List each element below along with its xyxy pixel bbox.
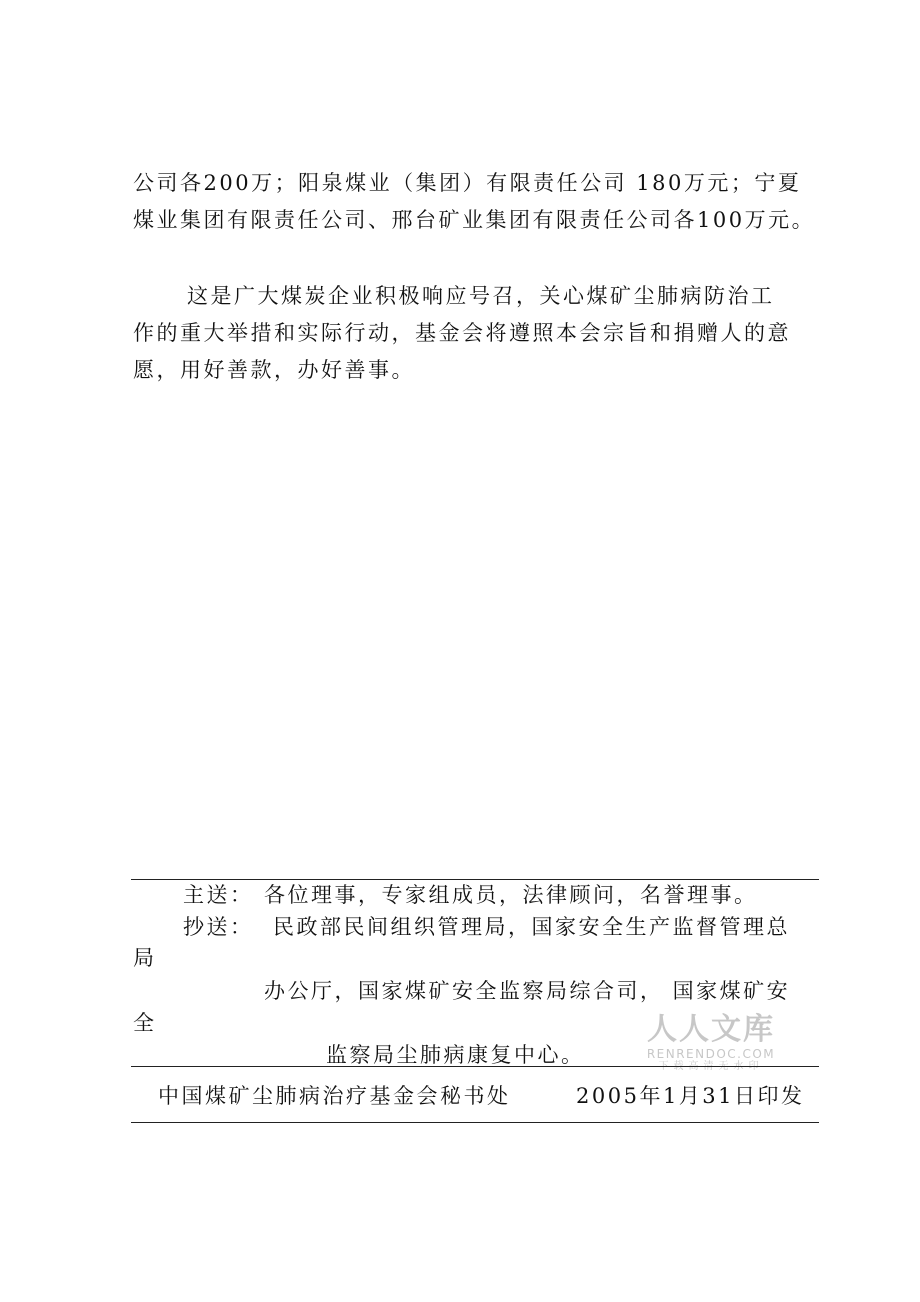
cc-line-2: 局: [133, 946, 157, 970]
para2-line-2: 作的重大举措和实际行动，基金会将遵照本会宗旨和捐赠人的意: [133, 321, 791, 345]
top-rule: [131, 879, 819, 880]
cc-line-4: 全: [133, 1011, 157, 1035]
watermark-subtitle: 下载高清无水印: [658, 1061, 764, 1072]
cc-line-1: 民政部民间组织管理局，国家安全生产监督管理总: [273, 915, 790, 939]
main-recipients-value: 各位理事，专家组成员，法律顾问，名誉理事。: [264, 883, 758, 907]
para1-line-1: 公司各200万；阳泉煤业（集团）有限责任公司 180万元；宁夏: [133, 171, 802, 195]
para2-line-3: 愿，用好善款，办好善事。: [133, 358, 415, 382]
cc-line-3: 办公厅，国家煤矿安全监察局综合司， 国家煤矿安: [264, 979, 791, 1003]
issue-date: 2005年1月31日印发: [576, 1084, 805, 1108]
para2-line-1: 这是广大煤炭企业积极响应号召，关心煤矿尘肺病防治工: [187, 284, 775, 308]
watermark-logo: [646, 1013, 776, 1073]
watermark-logo-text: 人人文库: [647, 1012, 775, 1047]
para1-line-2: 煤业集团有限责任公司、邢台矿业集团有限责任公司各100万元。: [133, 208, 816, 232]
main-recipients-label: 主送：: [183, 883, 254, 907]
bottom-rule: [131, 1122, 819, 1123]
cc-label: 抄送：: [183, 915, 254, 939]
watermark-site: RENRENDOC.COM: [646, 1047, 776, 1061]
issuer: 中国煤矿尘肺病治疗基金会秘书处: [158, 1084, 511, 1108]
cc-line-5: 监察局尘肺病康复中心。: [326, 1043, 585, 1067]
middle-rule: [131, 1066, 819, 1067]
